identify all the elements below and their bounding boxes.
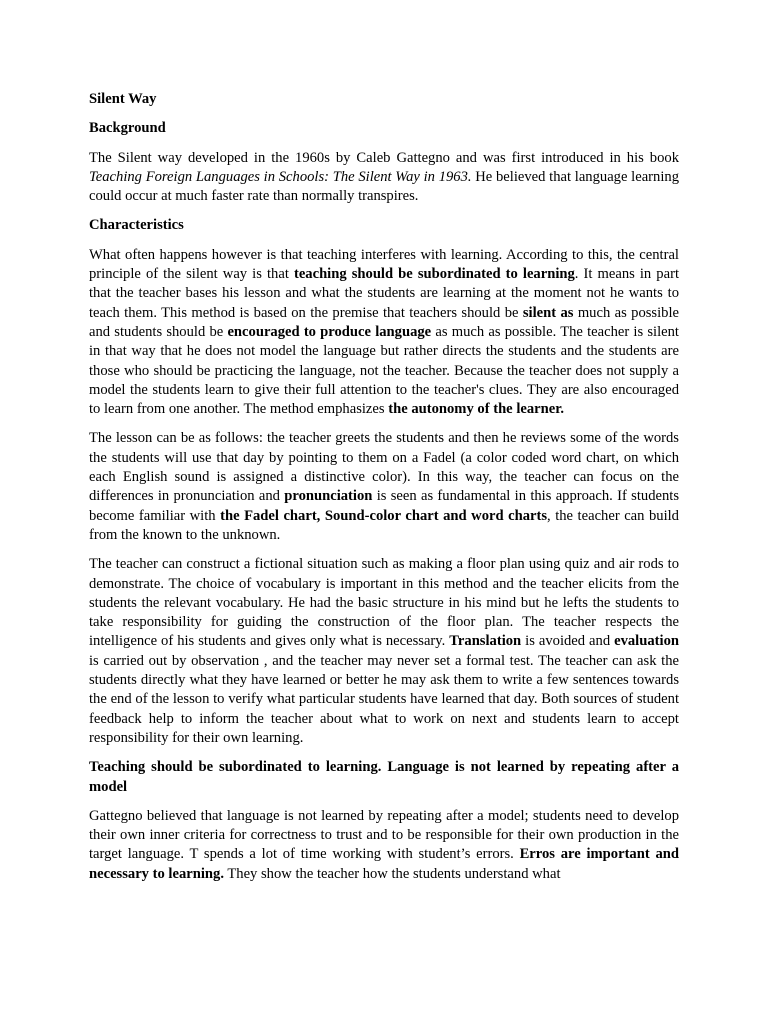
text-run: Translation xyxy=(449,633,522,650)
text-run: Erros are important and necessary to learning. xyxy=(89,846,679,882)
text-run: pronunciation xyxy=(284,488,373,505)
document-title: Silent Way xyxy=(89,91,157,107)
text-run: The lesson can be as follows: the teacher greets the students and then he reviews some of the words the students will use that day by pointing to them on a Fadel (a color coded word chart, on which each English sound is assigned a distinctive color). In this way, the teacher can focus on the differences in pronunciation and xyxy=(89,430,679,505)
text-run: The teacher can construct a fictional situation such as making a floor plan using quiz and air rods to demonstrate. The choice of vocabulary is important in this method and the teacher elicits from the students the relevant vocabulary. He had the basic structure in his mind but he lefts the students to take responsibility for guiding the construction of the floor plan. The teacher respects the intelligence of his students and gives only what is necessary. xyxy=(89,556,679,650)
paragraph-background xyxy=(89,149,679,207)
text-run: much as possible and students should be xyxy=(89,304,679,340)
text-run: as much as possible. The teacher is silent in that way that he does not model the language but rather directs the students and the students are those who should be practicing the language, not the teacher. Because the teacher does not supply a model the students learn to give their full attention to the teacher's clues. They are also encouraged to learn from one another. The method emphasizes xyxy=(89,323,679,418)
text-run: The Silent way developed in the 1960s by Caleb Gattegno and was first introduced in his book xyxy=(89,149,679,166)
text-run: They show the teacher how the students understand what xyxy=(223,865,561,882)
text-run: silent as xyxy=(522,304,574,321)
text-run: encouraged to produce language xyxy=(227,323,432,340)
text-run: evaluation xyxy=(614,633,679,650)
text-run: the autonomy of the learner. xyxy=(388,401,564,418)
section-heading-subordinated: Teaching should be subordinated to learning. Language is not learned by repeating after a model xyxy=(89,759,679,795)
section-heading-background: Background xyxy=(89,120,166,137)
text-run: Teaching Foreign Languages in Schools: The Silent Way in 1963. xyxy=(89,168,472,185)
text-run: , the teacher can build from the known to the unknown. xyxy=(89,507,679,543)
text-run: . It means in part that the teacher bases his lesson and what the students are learning at the moment not he wants to teach them. This method is based on the premise that teachers should be xyxy=(89,266,679,321)
text-run: He believed that language learning could occur at much faster rate than normally transpires. xyxy=(89,168,679,205)
text-run: Gattegno believed that language is not learned by repeating after a model; students need to develop their own inner criteria for correctness to trust and to be responsible for their own production in the target language. T spends a lot of time working with student’s errors. xyxy=(89,807,679,863)
text-run: the Fadel chart, Sound-color chart and word charts xyxy=(220,507,548,524)
paragraph-lesson xyxy=(89,429,679,545)
text-run: is avoided and xyxy=(521,633,615,650)
text-run: teaching should be subordinated to learning xyxy=(293,266,575,283)
paragraph-principle xyxy=(89,246,679,420)
text-run: is carried out by observation , and the teacher may never set a formal test. The teacher can ask the students directly what they have learned or better he may ask them to write a few sentences towards the end of the lesson to verify what particular students have learned that day. Both sources of student feedback help to inform the teacher about what to work on next and students learn to accept responsibility for their own learning. xyxy=(89,652,679,746)
paragraph-gattegno xyxy=(89,807,679,884)
section-heading-characteristics: Characteristics xyxy=(89,217,184,234)
text-run: is seen as fundamental in this approach. If students become familiar with xyxy=(89,488,679,524)
text-run: What often happens however is that teaching interferes with learning. According to this, the central principle of the silent way is that xyxy=(89,246,679,283)
paragraph-fictional-situation xyxy=(89,555,679,748)
